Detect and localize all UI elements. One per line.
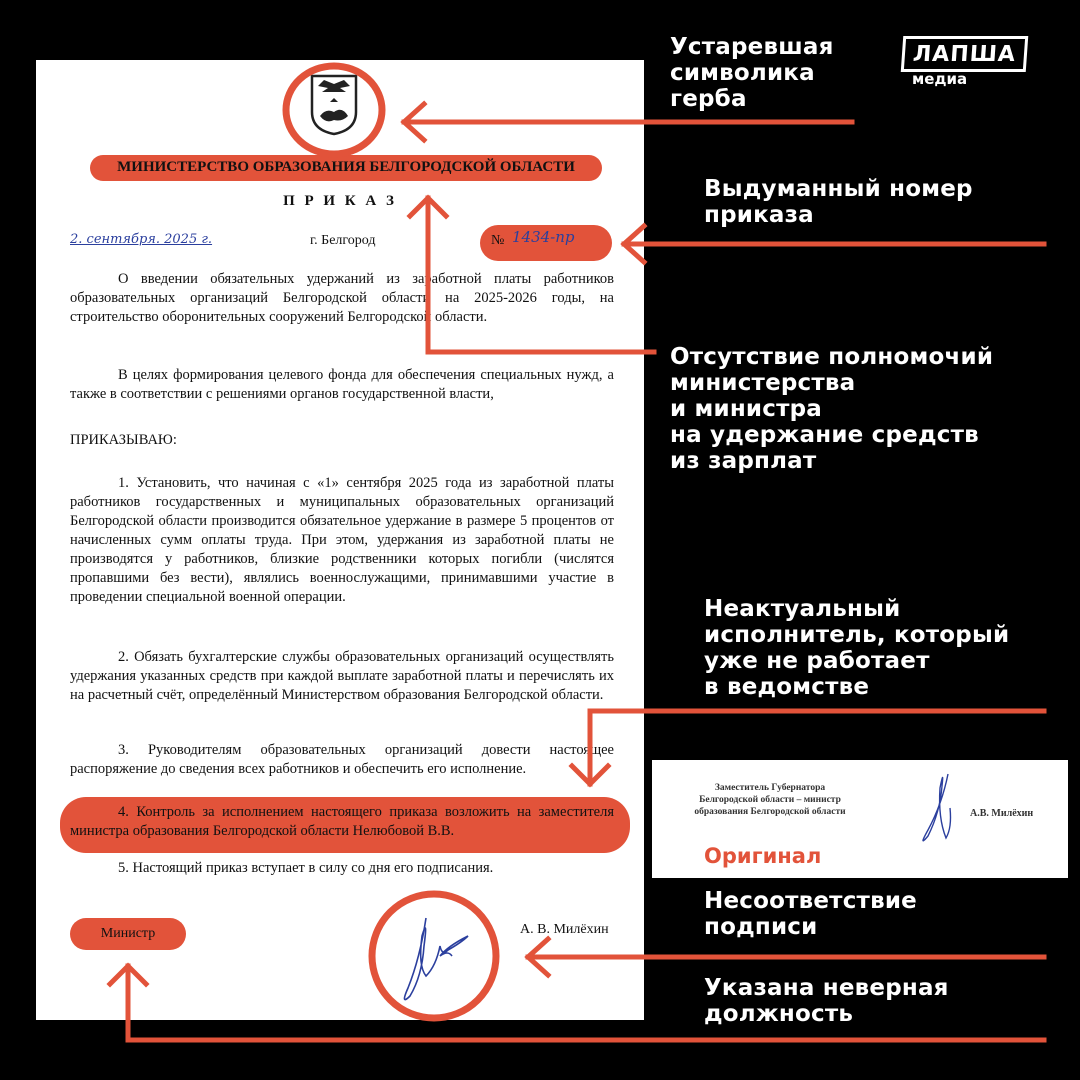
order-item-3: 3. Руководителям образовательных организаций довести настоящее распоряжение до сведения всех работников и обеспечить его исполнение. xyxy=(70,742,614,777)
signatory-name: А. В. Милёхин xyxy=(520,922,609,937)
original-position-line: образования Белгородской области xyxy=(694,807,846,817)
original-signature-icon xyxy=(908,770,968,850)
order-item-5: 5. Настоящий приказ вступает в силу со дня его подписания. xyxy=(118,860,494,876)
document-title: П Р И К А З xyxy=(283,193,397,209)
original-label: Оригинал xyxy=(704,844,822,868)
annotation-order-number: Выдуманный номер приказа xyxy=(704,176,973,228)
brand-sub: медиа xyxy=(912,70,968,88)
annotation-position: Указана неверная должность xyxy=(704,975,949,1027)
original-signatory: А.В. Милёхин xyxy=(970,808,1034,819)
original-position-line: Заместитель Губернатора xyxy=(714,783,826,793)
original-position-line: Белгородской области – министр xyxy=(699,795,841,805)
original-position xyxy=(652,782,888,818)
order-item-4: 4. Контроль за исполнением настоящего приказа возложить на заместителя министра образования Белгородской области Нелюбовой В.В. xyxy=(70,804,614,839)
annotation-coat-of-arms: Устаревшая символика герба xyxy=(670,34,834,112)
order-subject: О введении обязательных удержаний из заработной платы работников образовательных организаций Белгородской области на 2025-2026 годы, на строительство оборонительных сооружений Белгородской области. xyxy=(70,271,614,325)
brand-logo xyxy=(902,36,1052,88)
order-item-2: 2. Обязать бухгалтерские службы образовательных организаций осуществлять удержания указанных средств при каждой выплате заработной платы и перечислять их на расчетный счёт, определённый Министерством образования Белгородской области. xyxy=(70,649,614,703)
annotation-signature: Несоответствие подписи xyxy=(704,888,917,940)
brand-name: ЛАПША xyxy=(901,36,1028,72)
original-excerpt xyxy=(652,760,1068,878)
date-handwritten: 2. сентября. 2025 г. xyxy=(70,232,213,247)
number-label: № xyxy=(491,233,505,248)
ministry-name: МИНИСТЕРСТВО ОБРАЗОВАНИЯ БЕЛГОРОДСКОЙ ОБЛАСТИ xyxy=(117,159,575,175)
order-word: ПРИКАЗЫВАЮ: xyxy=(70,432,177,448)
position-label: Министр xyxy=(100,926,156,941)
city: г. Белгород xyxy=(310,233,376,248)
order-item-1: 1. Установить, что начиная с «1» сентября 2025 года из заработной платы работников государственных и муниципальных образовательных организаций Белгородской области производится обязательное удержание в размере 5 процентов от начисленных сумм оплаты труда. При этом, удержания из заработной платы не производятся у работников, близкие родственники которых погибли (числятся пропавшими без вести), являлись военнослужащими, принимавшими участие в проведении специальной военной операции. xyxy=(70,475,614,605)
number-handwritten: 1434-пр xyxy=(512,228,575,246)
annotation-no-authority: Отсутствие полномочий министерства и министра на удержание средств из зарплат xyxy=(670,344,994,474)
annotation-executor: Неактуальный исполнитель, который уже не работает в ведомстве xyxy=(704,596,1010,700)
preamble: В целях формирования целевого фонда для обеспечения специальных нужд, а также в соответствии с решениями органов государственной власти, xyxy=(70,367,614,402)
